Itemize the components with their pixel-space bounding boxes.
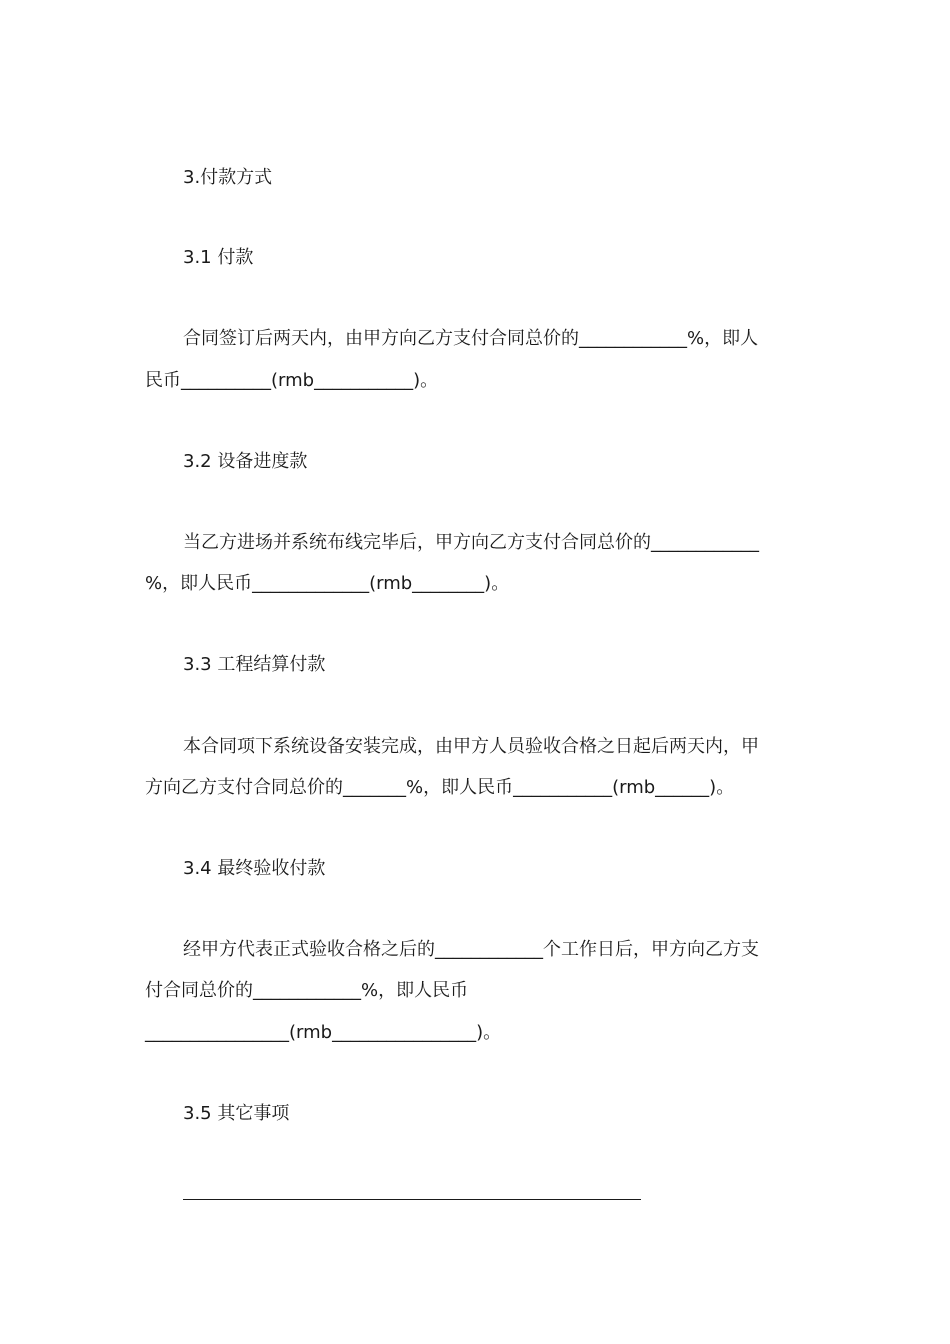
paragraph-3-3-line-2: 方向乙方支付合同总价的_______%，即人民币___________(rmb______)。: [145, 777, 735, 798]
paragraph-3-1-line-2: 民币__________(rmb___________)。: [145, 370, 439, 391]
section-title: 3.付款方式: [183, 167, 273, 188]
paragraph-3-4-line-2: 付合同总价的____________%，即人民币: [145, 980, 469, 1001]
blank-fill-line: [183, 1199, 641, 1200]
paragraph-3-4-line-1: 经甲方代表正式验收合格之后的____________个工作日后，甲方向乙方支: [183, 939, 759, 960]
heading-3-4: 3.4 最终验收付款: [183, 858, 326, 879]
heading-3-5: 3.5 其它事项: [183, 1103, 290, 1124]
heading-3-2: 3.2 设备进度款: [183, 451, 308, 472]
paragraph-3-4-line-3: ________________(rmb________________)。: [145, 1022, 502, 1043]
heading-3-3: 3.3 工程结算付款: [183, 654, 326, 675]
heading-3-1: 3.1 付款: [183, 247, 254, 268]
paragraph-3-2-line-1: 当乙方进场并系统布线完毕后，甲方向乙方支付合同总价的____________: [183, 532, 759, 553]
paragraph-3-1-line-1: 合同签订后两天内，由甲方向乙方支付合同总价的____________%，即人: [183, 328, 759, 349]
paragraph-3-3-line-1: 本合同项下系统设备安装完成，由甲方人员验收合格之日起后两天内，甲: [183, 736, 759, 757]
paragraph-3-2-line-2: %，即人民币_____________(rmb________)。: [145, 573, 510, 594]
